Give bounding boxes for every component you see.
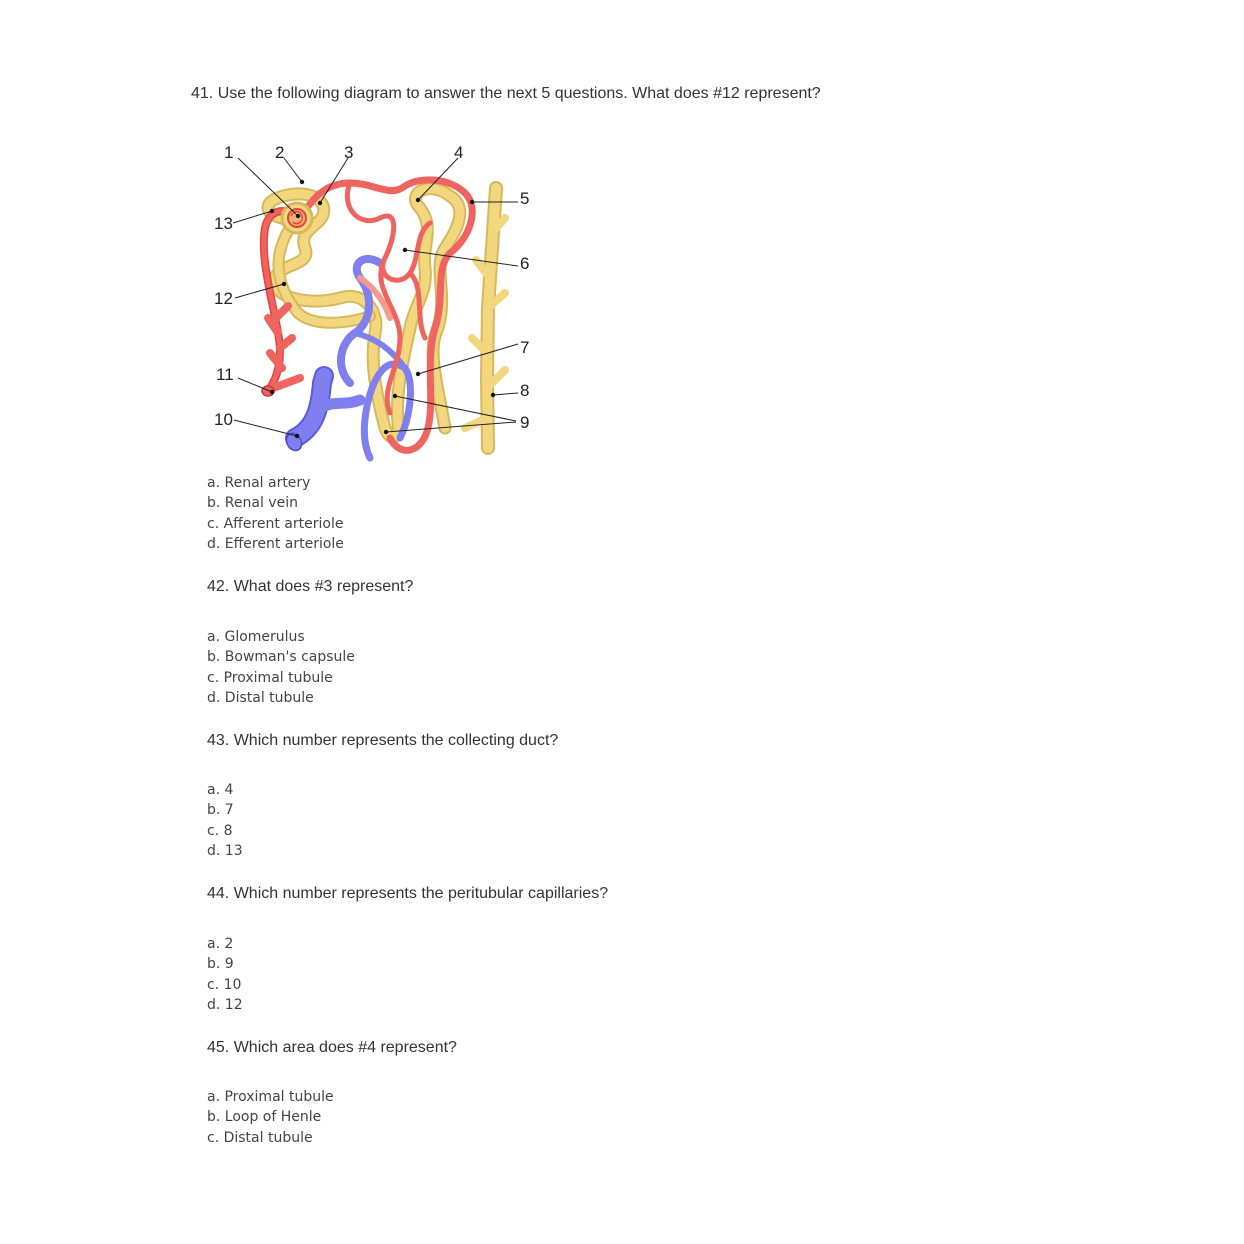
- question-41-text: 41. Use the following diagram to answer the next 5 questions. What does #12 represent?: [191, 85, 821, 102]
- diagram-label-5: 5: [520, 189, 530, 208]
- diagram-label-7: 7: [520, 338, 530, 357]
- diagram-label-4: 4: [454, 143, 464, 162]
- option-43-b: b. 7: [207, 802, 234, 819]
- diagram-label-11: 11: [216, 365, 234, 384]
- option-45-a: a. Proximal tubule: [207, 1089, 334, 1105]
- diagram-label-3: 3: [344, 143, 354, 162]
- diagram-label-13: 13: [214, 214, 233, 233]
- option-41-d: d. Efferent arteriole: [207, 536, 344, 553]
- option-41-b: b. Renal vein: [207, 495, 298, 512]
- option-42-d: d. Distal tubule: [207, 690, 314, 707]
- diagram-label-8: 8: [520, 381, 530, 400]
- option-44-d: d. 12: [207, 997, 243, 1014]
- option-42-c: c. Proximal tubule: [207, 669, 333, 686]
- diagram-label-12: 12: [214, 289, 233, 308]
- option-45-b: b. Loop of Henle: [207, 1109, 322, 1126]
- option-42-a: a. Glomerulus: [207, 629, 305, 645]
- option-44-b: b. 9: [207, 956, 234, 973]
- question-42-options: [207, 627, 355, 709]
- option-45-c: c. Distal tubule: [207, 1129, 313, 1146]
- diagram-label-10: 10: [214, 410, 233, 429]
- option-43-c: c. 8: [207, 822, 233, 839]
- question-41-options: [207, 473, 344, 555]
- option-43-d: d. 13: [207, 843, 243, 860]
- option-44-c: c. 10: [207, 976, 242, 993]
- option-41-c: c. Afferent arteriole: [207, 515, 344, 532]
- question-45-text: 45. Which area does #4 represent?: [207, 1039, 457, 1056]
- question-45-options: [207, 1087, 334, 1148]
- glomerulus: [282, 203, 312, 233]
- question-43-options: [207, 780, 243, 862]
- option-44-a: a. 2: [207, 936, 234, 952]
- question-43-text: 43. Which number represents the collecting duct?: [207, 732, 559, 749]
- diagram-label-2: 2: [275, 143, 285, 162]
- option-43-a: a. 4: [207, 782, 234, 798]
- diagram-label-9: 9: [520, 413, 530, 432]
- question-44-options: [207, 934, 243, 1016]
- option-42-b: b. Bowman's capsule: [207, 649, 355, 666]
- question-42-text: 42. What does #3 represent?: [207, 578, 414, 595]
- diagram-label-6: 6: [520, 254, 530, 273]
- option-41-a: a. Renal artery: [207, 475, 311, 491]
- nephron-diagram: [200, 138, 545, 468]
- diagram-label-1: 1: [224, 143, 234, 162]
- question-44-text: 44. Which number represents the peritubular capillaries?: [207, 885, 609, 902]
